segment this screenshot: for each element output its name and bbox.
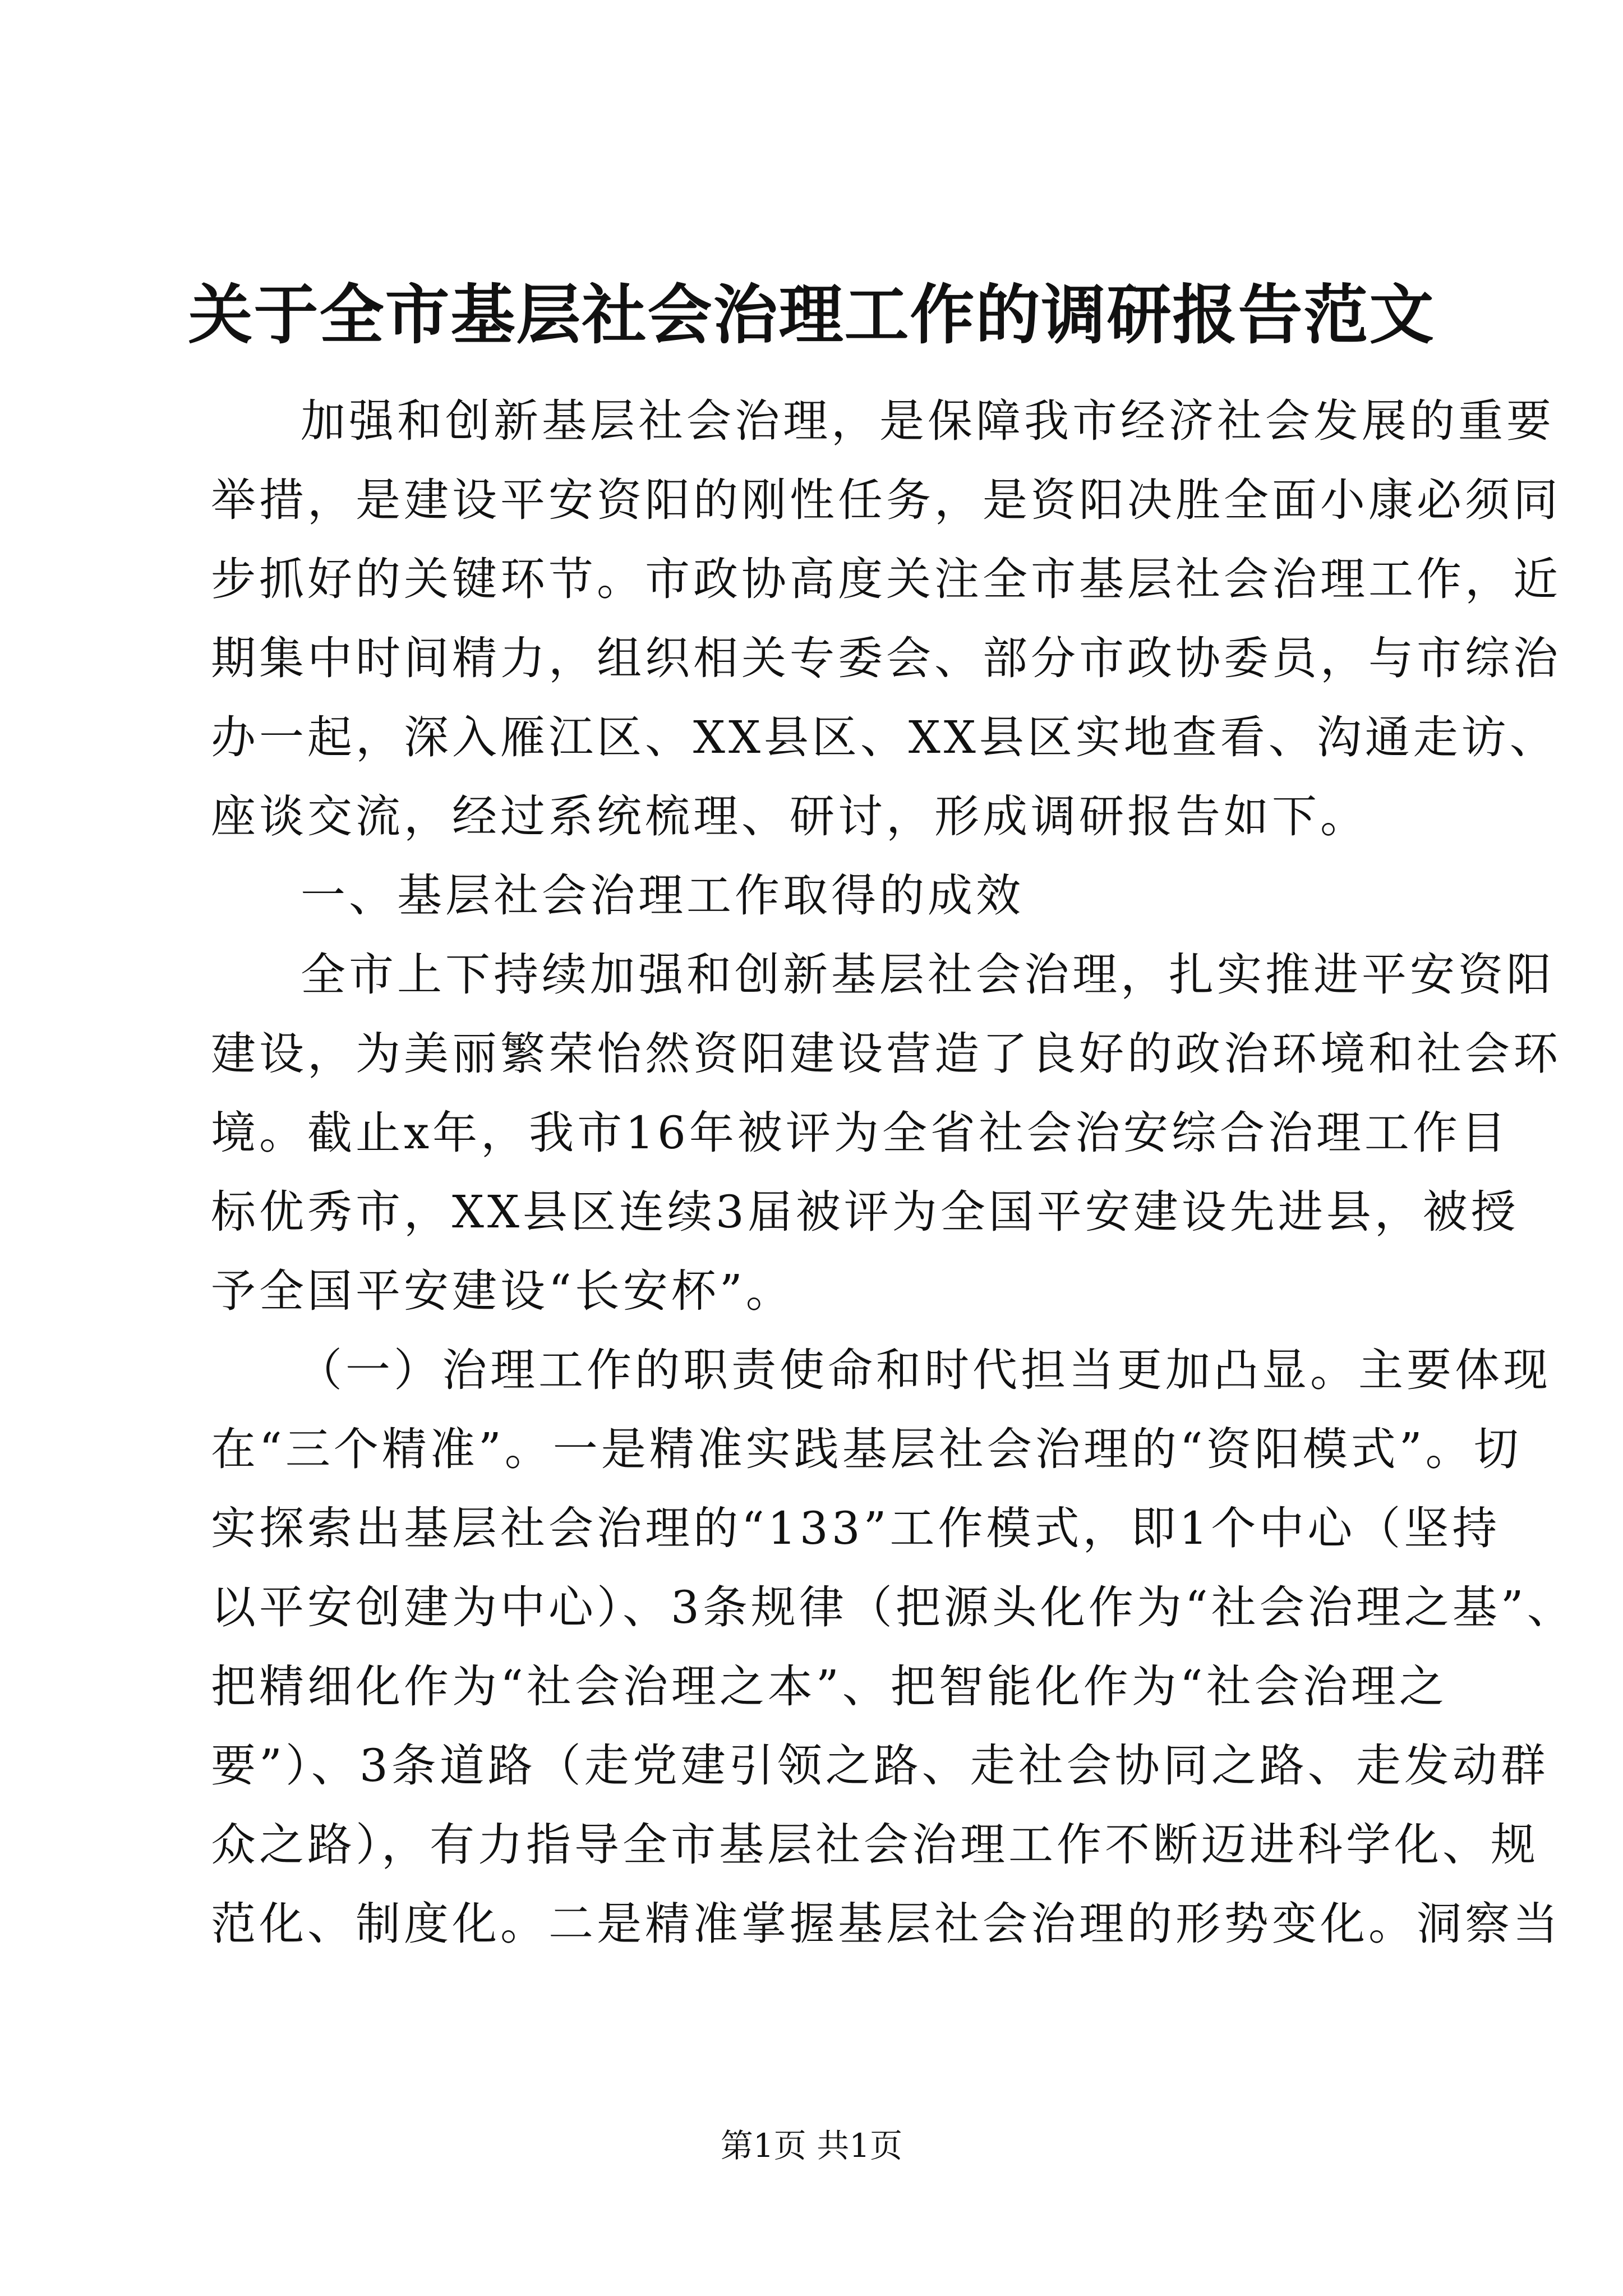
paragraph-line: （一）治理工作的职责使命和时代担当更加凸显。主要体现 xyxy=(297,1344,1551,1396)
paragraph-line: 全市上下持续加强和创新基层社会治理，扎实推进平安资阳 xyxy=(301,949,1555,1001)
paragraph-line: 建设，为美丽繁荣怡然资阳建设营造了良好的政治环境和社会环 xyxy=(211,1028,1561,1080)
paragraph-line: 步抓好的关键环节。市政协高度关注全市基层社会治理工作，近 xyxy=(211,553,1561,605)
paragraph-line: 众之路），有力指导全市基层社会治理工作不断迈进科学化、规 xyxy=(211,1819,1539,1871)
paragraph-line: 举措，是建设平安资阳的刚性任务，是资阳决胜全面小康必须同 xyxy=(211,474,1561,526)
paragraph-line: 实探索出基层社会治理的“133”工作模式，即1个中心（坚持 xyxy=(211,1502,1501,1554)
paragraph-line: 把精细化作为“社会治理之本”、把智能化作为“社会治理之 xyxy=(211,1660,1447,1713)
document-title: 关于全市基层社会治理工作的调研报告范文 xyxy=(188,277,1435,353)
paragraph-line: 办一起，深入雁江区、XX县区、XX县区实地查看、沟通走访、 xyxy=(211,711,1558,763)
paragraph-line: 范化、制度化。二是精准掌握基层社会治理的形势变化。洞察当 xyxy=(211,1898,1561,1950)
paragraph-line: 加强和创新基层社会治理，是保障我市经济社会发展的重要 xyxy=(301,395,1555,447)
paragraph-line: 座谈交流，经过系统梳理、研讨，形成调研报告如下。 xyxy=(211,790,1368,843)
section-heading: 一、基层社会治理工作取得的成效 xyxy=(301,869,1024,922)
paragraph-line: 要”）、3条道路（走党建引领之路、走社会协同之路、走发动群 xyxy=(211,1740,1549,1792)
paragraph-line: 予全国平安建设“长安杯”。 xyxy=(211,1265,794,1317)
paragraph-line: 境。截止x年，我市16年被评为全省社会治安综合治理工作目 xyxy=(211,1107,1509,1159)
paragraph-line: 期集中时间精力，组织相关专委会、部分市政协委员，与市综治 xyxy=(211,632,1561,684)
paragraph-line: 在“三个精准”。一是精准实践基层社会治理的“资阳模式”。切 xyxy=(211,1423,1522,1475)
page-footer: 第1页 共1页 xyxy=(720,2127,903,2165)
paragraph-line: 以平安创建为中心）、3条规律（把源头化作为“社会治理之基”、 xyxy=(211,1581,1575,1634)
paragraph-line: 标优秀市，XX县区连续3届被评为全国平安建设先进县，被授 xyxy=(211,1186,1519,1238)
